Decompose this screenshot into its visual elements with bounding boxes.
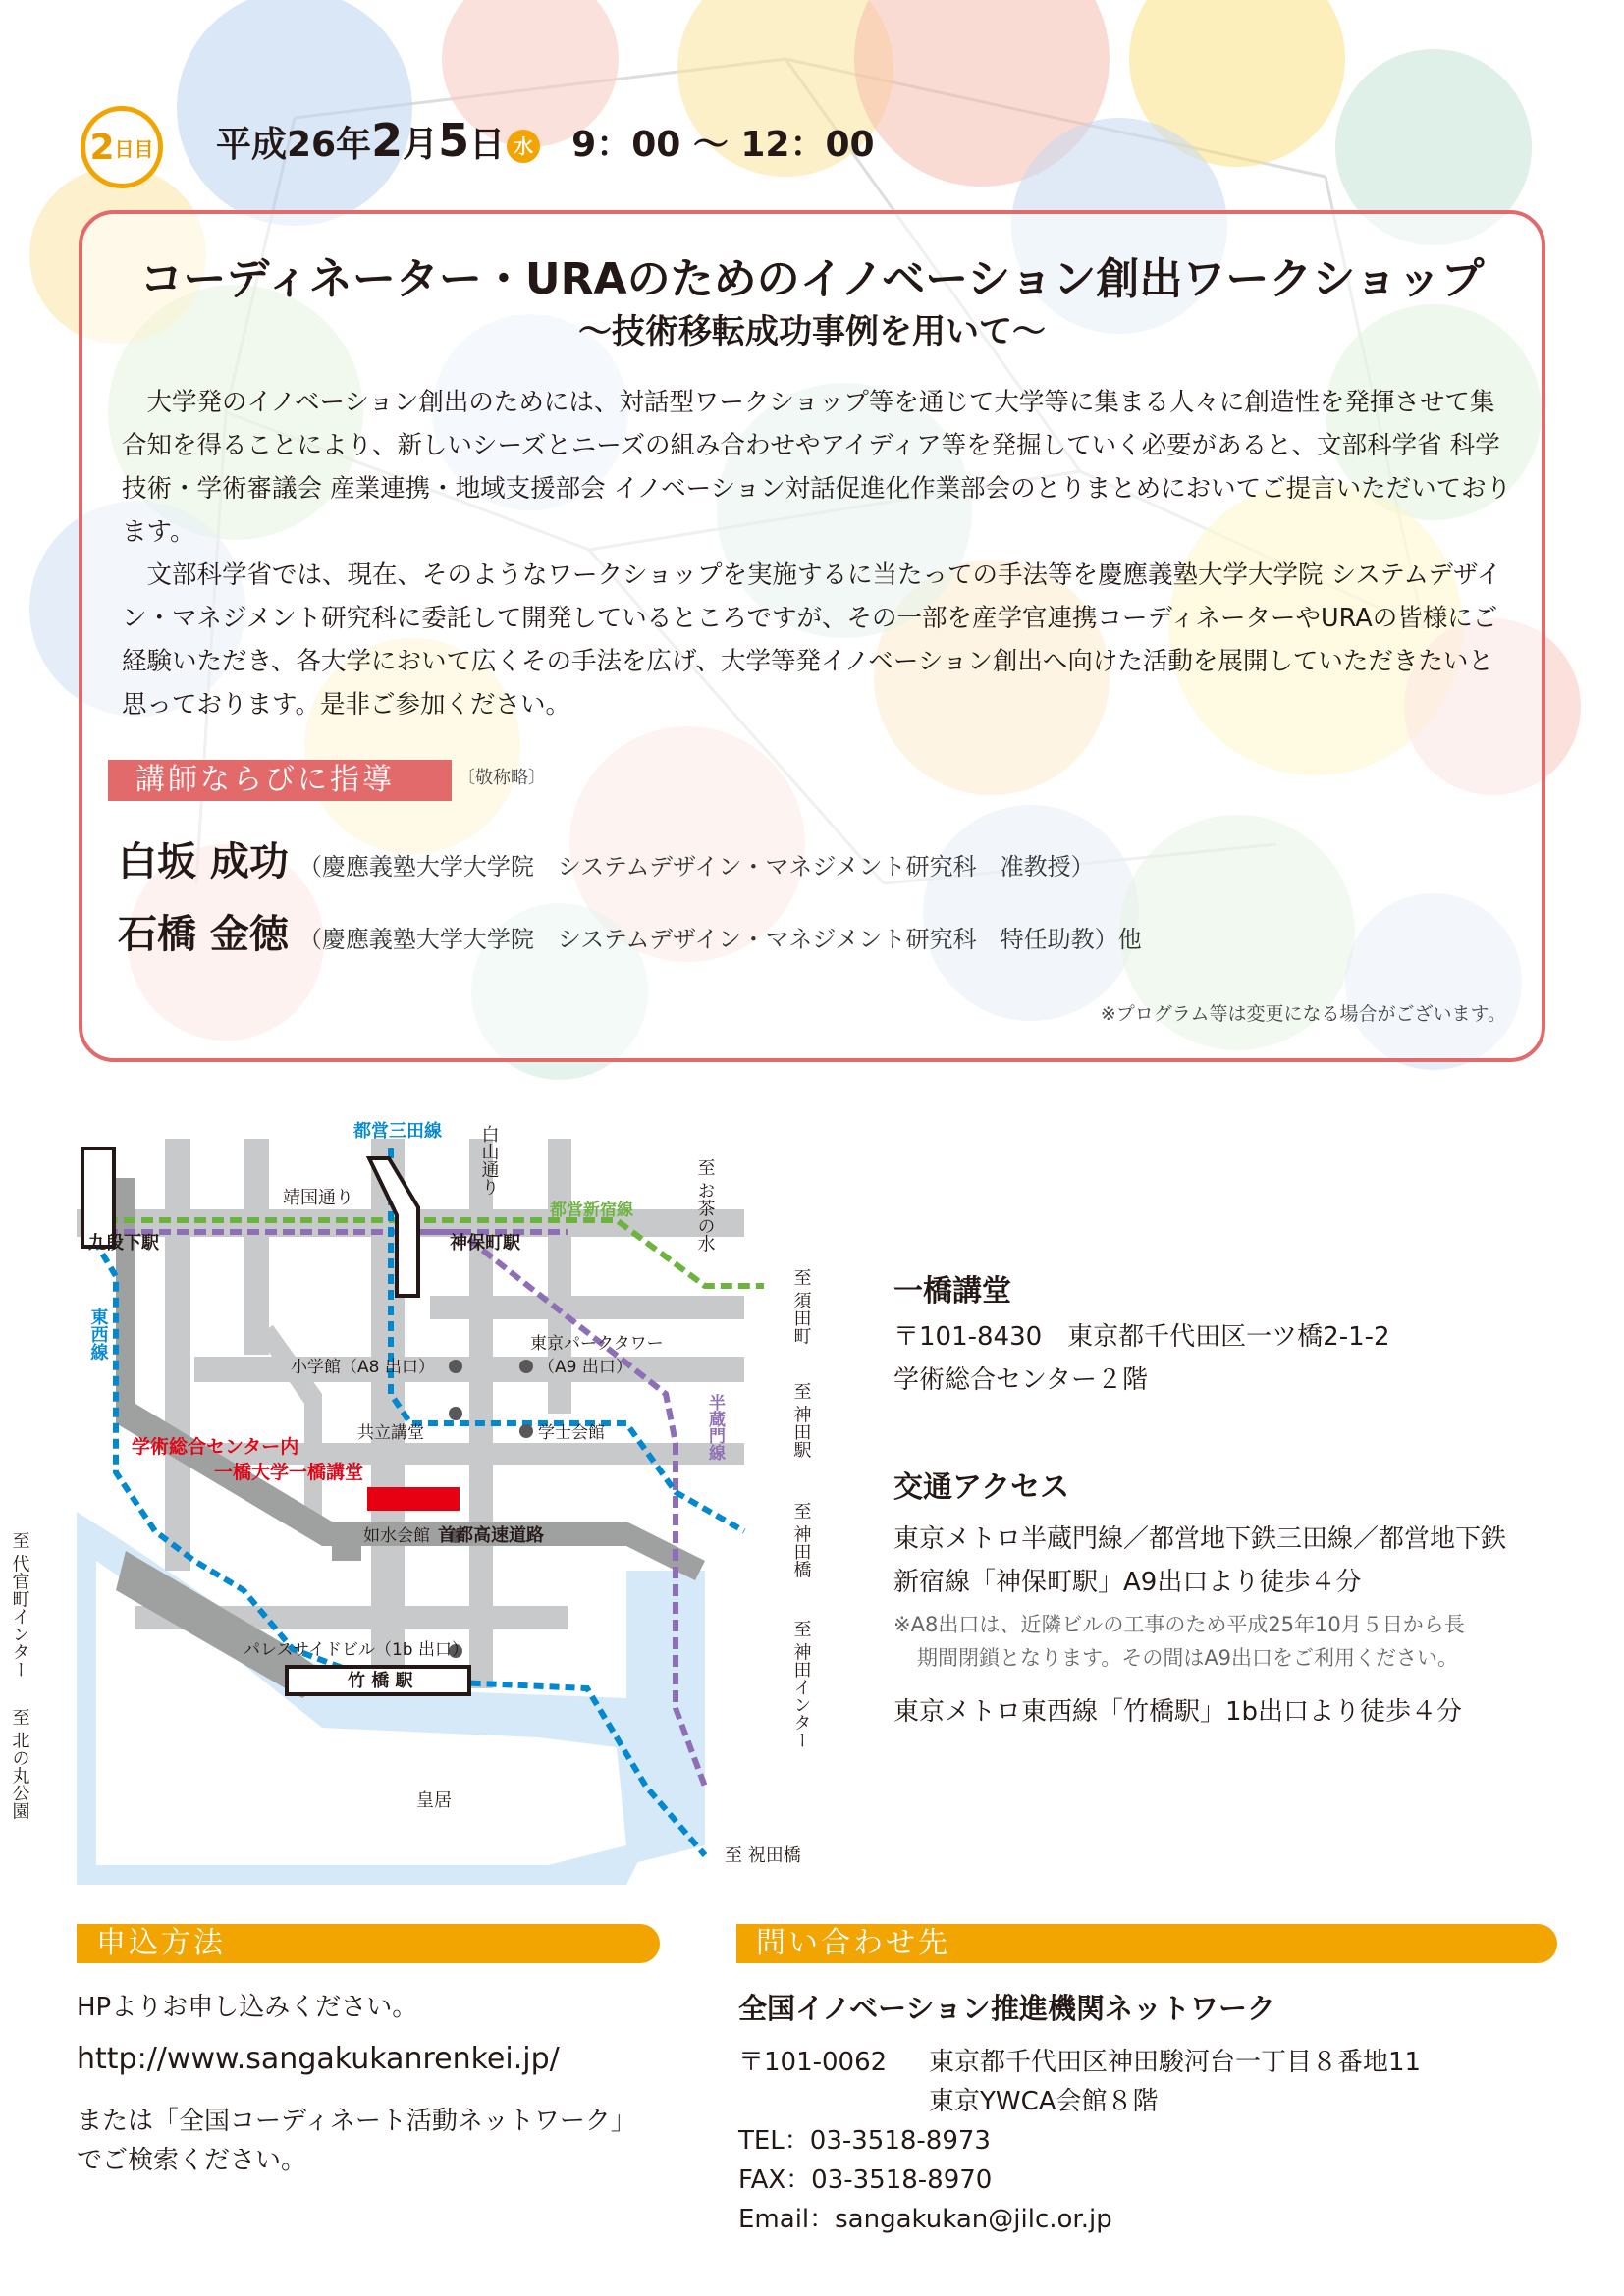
map-label: 如水会館 — [363, 1526, 430, 1546]
apply-url[interactable]: http://www.sangakukanrenkei.jp/ — [77, 2042, 560, 2076]
map-label: 学士会館 — [538, 1423, 605, 1443]
workshop-box — [79, 210, 1545, 1062]
map-label: 神保町駅 — [450, 1233, 520, 1254]
map-label: 白山通り — [478, 1125, 500, 1196]
map-label: 首都高速道路 — [438, 1525, 544, 1546]
moat-right — [626, 1571, 705, 1865]
workshop-title: コーディネーター・URAのためのイノベーション創出ワークショップ — [139, 254, 1485, 304]
route-text: 東京メトロ東西線「竹橋駅」1b出口より徒歩４分 — [893, 1697, 1463, 1727]
road — [165, 1139, 190, 1571]
instructor-affiliation: （慶應義塾大学大学院 システムデザイン・マネジメント研究科 特任助教）他 — [298, 926, 1142, 953]
exit-marker — [449, 1407, 462, 1420]
instructor-name: 白坂 成功 — [118, 839, 289, 884]
apply-text: HPよりお申し込みください。 — [77, 1993, 418, 2022]
paragraph: 文部科学省では、現在、そのようなワークショップを実施するに当たっての手法等を慶應義塾大学大学院 システムデザイン・マネジメント研究科に委託して開発しているところですが、その一部を産学官連携コーディネーターやURAの皆様にご経験いただき、各大学において広くその手法を広げ、大学等発イノベーション創出へ向けた活動を展開していただきたいと思っております。是非ご参加ください。 — [122, 561, 1502, 720]
map-label: パレスサイドビル（1b 出口） — [244, 1640, 468, 1660]
expressway — [332, 1546, 361, 1561]
venue-heading: 一橋講堂 — [893, 1274, 1011, 1308]
route-text: 新宿線「神保町駅」A9出口より徒歩４分 — [893, 1568, 1362, 1597]
map-label: 至 北の丸公園 — [9, 1708, 30, 1820]
road — [244, 1139, 269, 1355]
month-unit: 月 — [403, 125, 439, 165]
contact-org: 全国イノベーション推進機関ネットワーク — [738, 1992, 1275, 2025]
transport-heading: 交通アクセス — [893, 1470, 1070, 1505]
contact-address: 東京YWCA会館８階 — [929, 2087, 1159, 2116]
access-map — [9, 1099, 833, 1885]
paragraph: 大学発のイノベーション創出のためには、対話型ワークショップ等を通じて大学等に集まる人々に創造性を発揮させて集合知を得ることにより、新しいシーズとニーズの組み合わせやアイディア等を発掘していく必要があると、文部科学省 科学技術・学術審議会 産業連携・地域支援部会 イノベーション対話促進化作業部会のとりまとめにおいてご提言いただいております。 — [122, 388, 1512, 547]
instructor — [118, 830, 1095, 886]
map-label: 学術総合センター内 — [132, 1436, 299, 1458]
contact-fax: FAX：03-3518-8970 — [738, 2165, 993, 2195]
instructors-label: 講師ならびに指導 — [108, 760, 452, 801]
map-label: 至 神田駅 — [790, 1382, 812, 1459]
weekday-badge: 水 — [507, 130, 540, 163]
contact-address: 東京都千代田区神田駿河台一丁目８番地11 — [929, 2048, 1422, 2077]
road — [430, 1296, 744, 1319]
exit-marker — [519, 1424, 533, 1438]
map-label: 至 代官町インター — [9, 1531, 30, 1679]
map-label: 共立講堂 — [357, 1423, 424, 1443]
route-text: 東京メトロ半蔵門線／都営地下鉄三田線／都営地下鉄 — [893, 1524, 1507, 1554]
day-unit: 日目 — [114, 136, 154, 161]
event-time: 9：00 ～ 12：00 — [571, 125, 875, 165]
map-label: 至 お茶の水 — [694, 1158, 716, 1253]
venue-address: 〒101-8430 東京都千代田区一ツ橋2-1-2 — [893, 1322, 1390, 1352]
apply-text: でご検索ください。 — [77, 2146, 307, 2175]
map-label: 都営三田線 — [353, 1121, 442, 1142]
map-label: 東西線 — [87, 1308, 109, 1361]
map-label: 至 神田橋 — [790, 1502, 812, 1578]
map-label: 半蔵門線 — [705, 1394, 725, 1461]
map-label: 九段下駅 — [88, 1233, 159, 1254]
venue-marker — [367, 1487, 460, 1511]
instructor-name: 石橋 金徳 — [118, 912, 289, 957]
map-label: 竹 橋 駅 — [348, 1671, 413, 1691]
instructors-note: 〔敬称略〕 — [458, 768, 546, 788]
map-label: 都営新宿線 — [550, 1201, 633, 1220]
apply-text: または「全国コーディネート活動ネットワーク」 — [77, 2107, 636, 2136]
instructor — [118, 903, 1142, 959]
day-unit: 日 — [469, 125, 506, 165]
map-label: 靖国通り — [283, 1188, 353, 1208]
month: 2 — [371, 114, 404, 167]
instructor-affiliation: （慶應義塾大学大学院 システムデザイン・マネジメント研究科 准教授） — [298, 853, 1095, 881]
day: 5 — [438, 114, 470, 167]
workshop-subtitle: ～技術移転成功事例を用いて～ — [578, 312, 1046, 351]
map-label: 小学館（A8 出口） — [291, 1358, 435, 1377]
contact-zip: 〒101-0062 — [738, 2048, 888, 2077]
kudanshita-station — [82, 1148, 114, 1247]
map-label: 至 祝田橋 — [725, 1845, 801, 1866]
map-label: 至 神田インター — [790, 1620, 812, 1749]
venue-building: 学術総合センター２階 — [893, 1365, 1148, 1395]
contact-heading: 問い合わせ先 — [736, 1924, 1557, 1963]
exit-marker — [449, 1360, 462, 1373]
era-year: 平成26年 — [216, 125, 372, 165]
map-label: （A9 出口） — [538, 1358, 632, 1377]
notice-text: ※A8出口は、近隣ビルの工事のため平成25年10月５日から長 — [893, 1613, 1465, 1636]
contact-email[interactable]: Email：sangakukan@jilc.or.jp — [738, 2205, 1112, 2234]
notice-text: 期間閉鎖となります。その間はA9出口をご利用ください。 — [917, 1646, 1459, 1670]
event-date — [216, 114, 875, 167]
exit-marker — [519, 1360, 533, 1373]
workshop-description — [122, 381, 1516, 726]
map-label: 至 須田町 — [790, 1268, 812, 1345]
map-label: 東京パークタワー — [530, 1334, 664, 1354]
day-number: 2 — [89, 127, 115, 168]
apply-heading: 申込方法 — [77, 1924, 660, 1963]
map-label: 皇居 — [416, 1790, 452, 1811]
program-note: ※プログラム等は変更になる場合がございます。 — [1100, 1003, 1506, 1025]
map-label: 一橋大学一橋講堂 — [214, 1462, 364, 1483]
day-badge — [81, 106, 163, 188]
contact-tel: TEL：03-3518-8973 — [738, 2126, 991, 2156]
